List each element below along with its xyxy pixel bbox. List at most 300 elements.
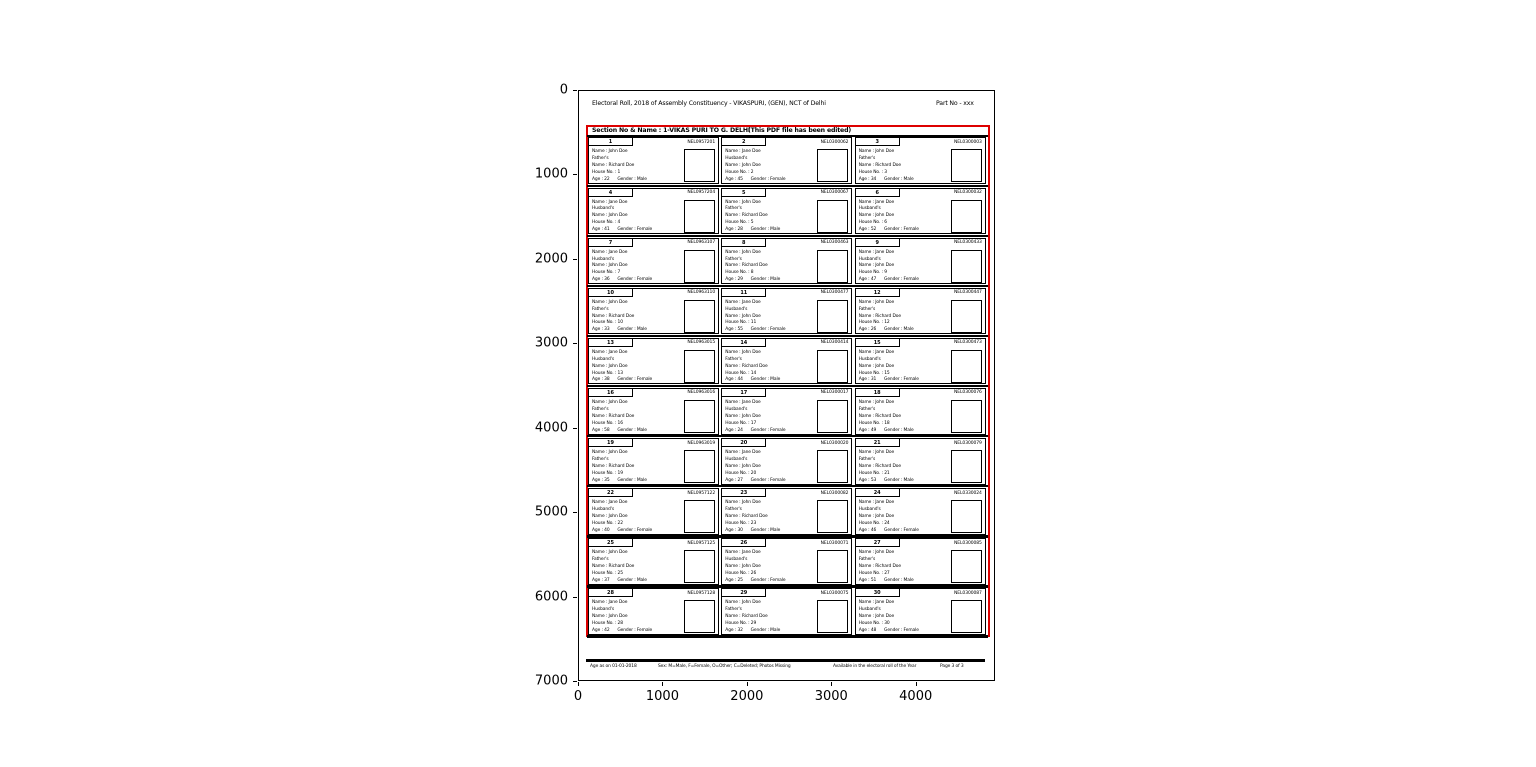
voter-serial-number: 30 bbox=[855, 588, 900, 597]
voter-details bbox=[725, 149, 785, 184]
voter-photo-placeholder bbox=[817, 400, 848, 433]
x-tick-label: 2000 bbox=[730, 689, 764, 704]
footer-rule bbox=[586, 659, 985, 662]
voter-epic-number: NEL0300087 bbox=[954, 590, 982, 596]
voter-relation-line2: Name : Richard Doe bbox=[858, 413, 901, 419]
voter-relation-line2: Name : Richard Doe bbox=[592, 163, 635, 169]
voter-relation-line2: Name : Richard Doe bbox=[858, 163, 901, 169]
voter-epic-number: NEL0300477 bbox=[820, 290, 849, 296]
voter-age-gender-line: Age : 35 Gender : Male bbox=[592, 477, 647, 483]
voter-epic-number: NEL0957125 bbox=[687, 540, 716, 546]
voter-entry bbox=[721, 588, 852, 635]
voter-relation-line2: Name : Richard Doe bbox=[725, 363, 768, 369]
voter-relation-line2: Name : John Doe bbox=[725, 413, 761, 419]
y-tick-label: 4000 bbox=[534, 420, 568, 436]
voter-house-line: House No. : 16 bbox=[592, 420, 623, 426]
voter-relation-line1: Husband's bbox=[858, 356, 881, 362]
voter-entry bbox=[588, 188, 719, 235]
voter-relation-line2: Name : Richard Doe bbox=[725, 513, 768, 519]
voter-entry bbox=[855, 488, 986, 535]
voter-relation-line1: Father's bbox=[858, 156, 876, 162]
voter-photo-placeholder bbox=[817, 250, 848, 283]
voter-serial-number: 22 bbox=[588, 488, 633, 497]
voter-name-line: Name : Jane Doe bbox=[725, 450, 761, 455]
y-tick-mark bbox=[573, 90, 577, 91]
voter-age-gender-line: Age : 29 Gender : Male bbox=[725, 277, 781, 283]
voter-relation-line2: Name : John Doe bbox=[858, 263, 895, 269]
voter-photo-placeholder bbox=[684, 550, 715, 583]
voter-entry bbox=[855, 588, 986, 635]
voter-age-gender-line: Age : 52 Gender : Female bbox=[858, 227, 919, 233]
voter-epic-number: NEL0300003 bbox=[954, 139, 982, 145]
voter-details bbox=[859, 500, 919, 535]
voter-age-gender-line: Age : 41 Gender : Female bbox=[592, 227, 653, 233]
voter-serial-number: 12 bbox=[855, 288, 900, 297]
footer-age-note: Age as on 01-01-2018 bbox=[590, 664, 637, 669]
voter-serial-number: 27 bbox=[855, 538, 900, 547]
voter-house-line: House No. : 20 bbox=[725, 470, 757, 476]
voter-details bbox=[725, 300, 785, 335]
voter-relation-line2: Name : Richard Doe bbox=[592, 413, 635, 419]
voter-epic-number: NEL0300473 bbox=[954, 340, 982, 346]
voter-relation-line2: Name : John Doe bbox=[592, 363, 628, 369]
voter-age-gender-line: Age : 44 Gender : Male bbox=[725, 377, 781, 383]
voter-name-line: Name : Jane Doe bbox=[725, 149, 761, 155]
roll-part-number: Part No - xxx bbox=[936, 100, 974, 107]
voter-details bbox=[725, 350, 780, 385]
voter-relation-line2: Name : Richard Doe bbox=[592, 463, 635, 469]
voter-relation-line2: Name : John Doe bbox=[858, 614, 895, 620]
voter-details bbox=[592, 300, 647, 335]
voter-photo-placeholder bbox=[817, 300, 848, 333]
voter-relation-line1: Husband's bbox=[592, 206, 615, 212]
voter-details bbox=[592, 500, 652, 535]
voter-entry bbox=[588, 438, 719, 485]
voter-relation-line2: Name : John Doe bbox=[725, 313, 761, 319]
voter-photo-placeholder bbox=[951, 350, 982, 383]
voter-relation-line2: Name : John Doe bbox=[592, 614, 628, 620]
voter-photo-placeholder bbox=[684, 500, 715, 533]
voter-entry bbox=[721, 338, 852, 385]
voter-epic-number: NEL0300071 bbox=[820, 540, 849, 546]
voter-name-line: Name : John Doe bbox=[592, 299, 628, 305]
voter-relation-line1: Husband's bbox=[592, 356, 615, 362]
voter-photo-placeholder bbox=[684, 250, 715, 283]
voter-serial-number: 11 bbox=[721, 288, 766, 297]
voter-age-gender-line: Age : 46 Gender : Female bbox=[858, 527, 919, 533]
voter-serial-number: 24 bbox=[855, 488, 900, 497]
voter-age-gender-line: Age : 32 Gender : Male bbox=[725, 627, 781, 633]
voter-age-gender-line: Age : 47 Gender : Female bbox=[858, 277, 919, 283]
voter-epic-number: NEL0300067 bbox=[820, 190, 849, 195]
voter-relation-line2: Name : Richard Doe bbox=[592, 564, 635, 569]
voter-house-line: House No. : 13 bbox=[592, 370, 623, 376]
voter-house-line: House No. : 10 bbox=[592, 320, 623, 326]
voter-name-line: Name : Jane Doe bbox=[725, 299, 761, 305]
voter-entry bbox=[855, 188, 986, 235]
voter-relation-line1: Husband's bbox=[592, 256, 615, 262]
voter-house-line: House No. : 28 bbox=[592, 621, 623, 627]
voter-relation-line2: Name : John Doe bbox=[592, 263, 628, 269]
voter-entry bbox=[721, 538, 852, 585]
voter-details bbox=[725, 550, 785, 585]
voter-name-line: Name : John Doe bbox=[858, 450, 895, 455]
voter-house-line: House No. : 22 bbox=[592, 520, 623, 526]
voter-entry bbox=[721, 238, 852, 285]
footer-availability-note: Available in the electoral roll of the Year bbox=[833, 664, 917, 669]
voter-epic-number: NEL0300082 bbox=[820, 490, 849, 496]
voter-name-line: Name : Jane Doe bbox=[858, 600, 895, 606]
voter-details bbox=[859, 450, 914, 485]
voter-relation-line2: Name : Richard Doe bbox=[592, 313, 635, 319]
voter-photo-placeholder bbox=[951, 149, 982, 182]
voter-age-gender-line: Age : 40 Gender : Female bbox=[592, 527, 653, 533]
voter-age-gender-line: Age : 27 Gender : Female bbox=[725, 477, 786, 483]
voter-photo-placeholder bbox=[817, 550, 848, 583]
voter-name-line: Name : John Doe bbox=[725, 199, 761, 205]
section-name-label: Section No & Name : 1-VIKAS PURI TO G. DELHI bbox=[592, 127, 751, 134]
voter-details bbox=[725, 600, 780, 635]
voter-house-line: House No. : 25 bbox=[592, 570, 623, 576]
voter-serial-number: 18 bbox=[855, 388, 900, 397]
voter-entry bbox=[855, 137, 986, 184]
voter-photo-placeholder bbox=[951, 600, 982, 633]
x-tick-mark bbox=[662, 682, 663, 686]
voter-relation-line2: Name : Richard Doe bbox=[725, 614, 768, 620]
voter-house-line: House No. : 7 bbox=[592, 270, 621, 276]
voter-entry bbox=[588, 538, 719, 585]
voter-age-gender-line: Age : 33 Gender : Male bbox=[592, 327, 647, 333]
voter-name-line: Name : Jane Doe bbox=[592, 500, 628, 506]
voter-epic-number: NEL0300062 bbox=[820, 139, 849, 145]
voter-age-gender-line: Age : 34 Gender : Male bbox=[858, 177, 914, 183]
voter-house-line: House No. : 24 bbox=[858, 520, 890, 526]
voter-photo-placeholder bbox=[817, 450, 848, 483]
roll-header-title: Electoral Roll, 2018 of Assembly Constituency - VIKASPURI, (GEN), NCT of Delhi bbox=[592, 100, 826, 107]
voter-serial-number: 3 bbox=[855, 137, 900, 146]
voter-epic-number: NEL0300433 bbox=[954, 240, 982, 246]
voter-serial-number: 17 bbox=[721, 388, 766, 397]
voter-name-line: Name : Jane Doe bbox=[592, 349, 628, 355]
voter-house-line: House No. : 5 bbox=[725, 220, 754, 226]
voter-photo-placeholder bbox=[684, 450, 715, 483]
voter-house-line: House No. : 27 bbox=[858, 570, 890, 576]
voter-age-gender-line: Age : 49 Gender : Male bbox=[858, 427, 914, 433]
y-tick-mark bbox=[573, 512, 577, 513]
voter-details bbox=[859, 400, 914, 435]
voter-relation-line1: Husband's bbox=[858, 206, 881, 212]
voter-epic-number: NEL0963015 bbox=[687, 340, 716, 346]
voter-age-gender-line: Age : 31 Gender : Female bbox=[858, 377, 919, 383]
voter-relation-line1: Father's bbox=[592, 156, 609, 162]
voter-details bbox=[725, 500, 780, 535]
voter-relation-line2: Name : John Doe bbox=[592, 513, 628, 519]
voter-age-gender-line: Age : 55 Gender : Female bbox=[725, 327, 786, 333]
voter-name-line: Name : Jane Doe bbox=[858, 349, 895, 355]
voter-details bbox=[592, 350, 652, 385]
voter-entry bbox=[588, 488, 719, 535]
y-tick-label: 2000 bbox=[534, 251, 568, 267]
voter-relation-line2: Name : Richard Doe bbox=[725, 213, 768, 219]
x-tick-mark bbox=[916, 682, 917, 686]
voter-entry bbox=[588, 588, 719, 635]
voter-entry bbox=[721, 488, 852, 535]
voter-house-line: House No. : 9 bbox=[858, 270, 887, 276]
voter-serial-number: 2 bbox=[721, 137, 766, 146]
x-tick-mark bbox=[831, 682, 832, 686]
voter-house-line: House No. : 21 bbox=[858, 470, 890, 476]
voter-age-gender-line: Age : 53 Gender : Male bbox=[858, 477, 914, 483]
voter-photo-placeholder bbox=[684, 300, 715, 333]
voter-entry bbox=[721, 438, 852, 485]
voter-details bbox=[592, 450, 647, 485]
voter-details bbox=[859, 600, 919, 635]
voter-serial-number: 1 bbox=[588, 137, 633, 146]
voter-house-line: House No. : 11 bbox=[725, 320, 757, 326]
voter-details bbox=[592, 149, 647, 184]
voter-name-line: Name : Jane Doe bbox=[592, 249, 628, 255]
voter-house-line: House No. : 14 bbox=[725, 370, 757, 376]
voter-relation-line2: Name : John Doe bbox=[858, 213, 895, 219]
voter-epic-number: NEL0300079 bbox=[954, 440, 982, 446]
voter-relation-line2: Name : Richard Doe bbox=[858, 463, 901, 469]
y-tick-mark bbox=[573, 259, 577, 260]
voter-details bbox=[725, 250, 780, 285]
voter-age-gender-line: Age : 38 Gender : Female bbox=[592, 377, 653, 383]
voter-house-line: House No. : 2 bbox=[725, 170, 754, 176]
voter-relation-line1: Father's bbox=[725, 607, 742, 613]
y-tick-label: 5000 bbox=[534, 504, 568, 520]
voter-details bbox=[592, 200, 652, 235]
voter-relation-line1: Father's bbox=[725, 256, 742, 262]
voter-house-line: House No. : 4 bbox=[592, 220, 621, 226]
voter-epic-number: NEL0963110 bbox=[687, 290, 716, 296]
voter-details bbox=[859, 200, 919, 235]
voter-epic-number: NEL0300414 bbox=[820, 340, 849, 346]
voter-relation-line2: Name : Richard Doe bbox=[858, 564, 901, 569]
voter-house-line: House No. : 15 bbox=[858, 370, 890, 376]
voter-serial-number: 6 bbox=[855, 188, 900, 197]
voter-name-line: Name : John Doe bbox=[858, 550, 895, 556]
y-tick-label: 3000 bbox=[534, 335, 568, 351]
voter-details bbox=[592, 550, 647, 585]
voter-relation-line1: Husband's bbox=[725, 156, 748, 162]
edited-note: (This PDF file has been edited) bbox=[748, 127, 852, 134]
voter-relation-line2: Name : John Doe bbox=[858, 363, 895, 369]
voter-name-line: Name : John Doe bbox=[592, 550, 628, 556]
voter-name-line: Name : Jane Doe bbox=[592, 199, 628, 205]
voter-relation-line1: Husband's bbox=[725, 306, 748, 312]
voter-entry bbox=[588, 137, 719, 184]
voter-relation-line1: Father's bbox=[725, 206, 742, 212]
voter-serial-number: 4 bbox=[588, 188, 633, 197]
voter-photo-placeholder bbox=[951, 400, 982, 433]
voter-serial-number: 21 bbox=[855, 438, 900, 447]
voter-details bbox=[859, 149, 914, 184]
voter-epic-number: NEL0300076 bbox=[954, 390, 982, 396]
voter-serial-number: 19 bbox=[588, 438, 633, 447]
voter-relation-line2: Name : John Doe bbox=[725, 564, 761, 569]
voter-relation-line1: Husband's bbox=[858, 507, 881, 512]
x-tick-label: 0 bbox=[573, 689, 583, 704]
voter-serial-number: 9 bbox=[855, 238, 900, 247]
voter-entry bbox=[721, 137, 852, 184]
voter-details bbox=[859, 550, 914, 585]
voter-entry bbox=[721, 188, 852, 235]
y-tick-mark bbox=[573, 597, 577, 598]
voter-age-gender-line: Age : 24 Gender : Female bbox=[725, 427, 786, 433]
voter-name-line: Name : John Doe bbox=[592, 450, 628, 455]
y-tick-label: 0 bbox=[559, 82, 568, 98]
voter-photo-placeholder bbox=[951, 250, 982, 283]
voter-epic-number: NEL0330024 bbox=[954, 490, 982, 496]
voter-relation-line2: Name : John Doe bbox=[858, 513, 895, 519]
voter-name-line: Name : John Doe bbox=[725, 500, 761, 506]
voter-house-line: House No. : 26 bbox=[725, 570, 757, 576]
voter-name-line: Name : Jane Doe bbox=[725, 550, 761, 556]
voter-age-gender-line: Age : 58 Gender : Male bbox=[592, 427, 647, 433]
voter-serial-number: 14 bbox=[721, 338, 766, 347]
voter-relation-line1: Husband's bbox=[725, 406, 748, 412]
voter-house-line: House No. : 8 bbox=[725, 270, 754, 276]
voter-relation-line2: Name : John Doe bbox=[725, 163, 761, 169]
voter-age-gender-line: Age : 30 Gender : Male bbox=[725, 527, 781, 533]
voter-epic-number: NEL0300463 bbox=[820, 240, 849, 246]
voter-entry bbox=[588, 238, 719, 285]
voter-details bbox=[725, 450, 785, 485]
voter-photo-placeholder bbox=[951, 550, 982, 583]
voter-relation-line1: Father's bbox=[592, 456, 609, 462]
y-tick-mark bbox=[573, 681, 577, 682]
voter-entry bbox=[588, 388, 719, 435]
voter-entry bbox=[588, 338, 719, 385]
voter-relation-line2: Name : John Doe bbox=[725, 463, 761, 469]
voter-epic-number: NEL0300020 bbox=[820, 440, 849, 446]
voter-serial-number: 28 bbox=[588, 588, 633, 597]
voter-name-line: Name : Jane Doe bbox=[858, 249, 895, 255]
voter-photo-placeholder bbox=[817, 350, 848, 383]
voter-age-gender-line: Age : 45 Gender : Female bbox=[725, 177, 786, 183]
voter-details bbox=[725, 200, 780, 235]
voter-photo-placeholder bbox=[817, 149, 848, 182]
voter-details bbox=[859, 300, 914, 335]
voter-photo-placeholder bbox=[817, 600, 848, 633]
voter-name-line: Name : John Doe bbox=[858, 299, 895, 305]
voter-details bbox=[592, 250, 652, 285]
footer-sex-note: Sex: M=Male, F=Female, O=Other; C=Deleted; Photos Missing bbox=[658, 664, 791, 669]
voter-serial-number: 26 bbox=[721, 538, 766, 547]
voter-name-line: Name : Jane Doe bbox=[858, 199, 895, 205]
x-tick-label: 4000 bbox=[899, 689, 933, 704]
voter-relation-line1: Husband's bbox=[858, 607, 881, 613]
voter-epic-number: NEL0957128 bbox=[687, 590, 716, 596]
voter-epic-number: NEL0300032 bbox=[954, 190, 982, 195]
voter-house-line: House No. : 19 bbox=[592, 470, 623, 476]
voter-name-line: Name : John Doe bbox=[592, 149, 628, 155]
voter-epic-number: NEL0963019 bbox=[687, 440, 716, 446]
voter-relation-line1: Father's bbox=[725, 356, 742, 362]
voter-name-line: Name : John Doe bbox=[858, 399, 895, 405]
voter-age-gender-line: Age : 37 Gender : Male bbox=[592, 577, 647, 583]
voter-entry bbox=[855, 238, 986, 285]
footer-page-number: Page 3 of 3 bbox=[940, 664, 964, 669]
voter-serial-number: 15 bbox=[855, 338, 900, 347]
voter-photo-placeholder bbox=[684, 600, 715, 633]
voter-photo-placeholder bbox=[684, 149, 715, 182]
voter-photo-placeholder bbox=[951, 300, 982, 333]
voter-photo-placeholder bbox=[951, 200, 982, 233]
voter-house-line: House No. : 3 bbox=[858, 170, 887, 176]
voter-photo-placeholder bbox=[684, 400, 715, 433]
voter-details bbox=[859, 350, 919, 385]
voter-relation-line2: Name : John Doe bbox=[592, 213, 628, 219]
voter-age-gender-line: Age : 42 Gender : Female bbox=[592, 627, 653, 633]
voter-relation-line1: Father's bbox=[592, 406, 609, 412]
voter-serial-number: 16 bbox=[588, 388, 633, 397]
voter-serial-number: 10 bbox=[588, 288, 633, 297]
voter-relation-line1: Father's bbox=[592, 557, 609, 563]
y-tick-label: 7000 bbox=[534, 673, 568, 689]
voter-relation-line1: Husband's bbox=[858, 256, 881, 262]
voter-entry bbox=[721, 288, 852, 335]
voter-epic-number: NEL0957122 bbox=[687, 490, 716, 496]
voter-epic-number: NEL0963107 bbox=[687, 240, 716, 246]
voter-house-line: House No. : 6 bbox=[858, 220, 887, 226]
voter-photo-placeholder bbox=[951, 450, 982, 483]
voter-relation-line1: Father's bbox=[858, 557, 876, 563]
y-tick-label: 6000 bbox=[534, 589, 568, 605]
voter-house-line: House No. : 17 bbox=[725, 420, 757, 426]
voter-relation-line1: Husband's bbox=[725, 557, 748, 563]
voter-house-line: House No. : 12 bbox=[858, 320, 890, 326]
voter-name-line: Name : John Doe bbox=[725, 600, 761, 606]
voter-epic-number: NEL0300075 bbox=[820, 590, 849, 596]
voter-epic-number: NEL0957204 bbox=[687, 190, 716, 195]
voter-epic-number: NEL0963016 bbox=[687, 390, 716, 396]
voter-details bbox=[592, 400, 647, 435]
voter-name-line: Name : Jane Doe bbox=[858, 500, 895, 506]
voter-details bbox=[592, 600, 652, 635]
y-tick-mark bbox=[573, 428, 577, 429]
voter-relation-line1: Father's bbox=[858, 406, 876, 412]
x-tick-label: 3000 bbox=[814, 689, 848, 704]
voter-age-gender-line: Age : 28 Gender : Male bbox=[725, 227, 781, 233]
voter-serial-number: 29 bbox=[721, 588, 766, 597]
voter-entry bbox=[855, 388, 986, 435]
voter-epic-number: NEL0300085 bbox=[954, 540, 982, 546]
voter-photo-placeholder bbox=[817, 200, 848, 233]
voter-relation-line1: Father's bbox=[592, 306, 609, 312]
voter-entry bbox=[721, 388, 852, 435]
voter-serial-number: 8 bbox=[721, 238, 766, 247]
voter-photo-placeholder bbox=[951, 500, 982, 533]
voter-details bbox=[725, 400, 785, 435]
voter-serial-number: 23 bbox=[721, 488, 766, 497]
voter-age-gender-line: Age : 25 Gender : Female bbox=[725, 577, 786, 583]
voter-house-line: House No. : 23 bbox=[725, 520, 757, 526]
voter-relation-line1: Husband's bbox=[592, 607, 615, 613]
voter-name-line: Name : John Doe bbox=[725, 249, 761, 255]
y-tick-label: 1000 bbox=[534, 166, 568, 182]
voter-house-line: House No. : 18 bbox=[858, 420, 890, 426]
voter-house-line: House No. : 1 bbox=[592, 170, 621, 176]
row-separator bbox=[587, 635, 988, 637]
voter-relation-line1: Father's bbox=[858, 456, 876, 462]
voter-name-line: Name : Jane Doe bbox=[725, 399, 761, 405]
voter-epic-number: NEL0300447 bbox=[954, 290, 982, 296]
x-tick-label: 1000 bbox=[645, 689, 679, 704]
voter-details bbox=[859, 250, 919, 285]
